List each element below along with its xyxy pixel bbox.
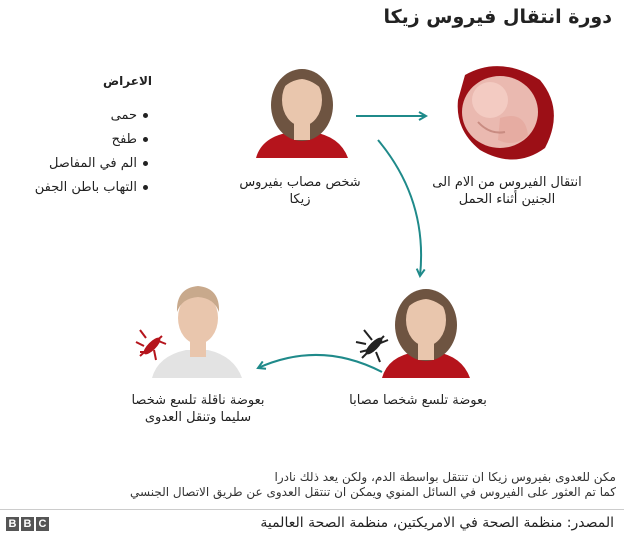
transmission-note [4, 470, 616, 500]
mosquito-icon [356, 330, 388, 362]
caption-mosquito-to-healthy: بعوضة ناقلة تلسع شخصا سليما وتنقل العدوى [131, 393, 265, 425]
symptoms-heading: الاعراض [103, 74, 152, 88]
arrow-to-bitten [378, 140, 421, 276]
bitten-woman-figure [382, 289, 470, 378]
infected-mosquito-icon [136, 330, 166, 360]
symptom-item: حمى [0, 104, 148, 128]
note-line-2: كما تم العثور على الفيروس في السائل المنوي ويمكن ان تنتقل العدوى عن طريق الاتصال الجنسي [130, 485, 616, 499]
infected-woman-figure [256, 69, 348, 158]
note-line-1: مكن للعدوى بفيروس زيكا ان تنتقل بواسطة الدم، ولكن يعد ذلك نادرا [274, 470, 616, 484]
symptom-item: طفح [0, 128, 148, 152]
footer-divider [0, 509, 624, 510]
healthy-man-figure [152, 286, 242, 378]
caption-mother-to-fetus: انتقال الفيروس من الام الى الجنين أثناء الحمل [432, 175, 582, 207]
caption-mosquito-bites-infected: بعوضة تلسع شخصا مصابا [349, 393, 487, 408]
bbc-logo: B B C [6, 517, 49, 531]
page-title: دورة انتقال فيروس زيكا [383, 6, 612, 28]
symptom-item: التهاب باطن الجفن [0, 176, 148, 200]
womb-fetus-figure [458, 66, 554, 159]
caption-infected-person: شخص مصاب بفيروس زيكا [239, 175, 361, 207]
source-credit: المصدر: منظمة الصحة في الامريكتين، منظمة الصحة العالمية [260, 515, 614, 531]
symptom-item: الم في المفاصل [0, 152, 148, 176]
